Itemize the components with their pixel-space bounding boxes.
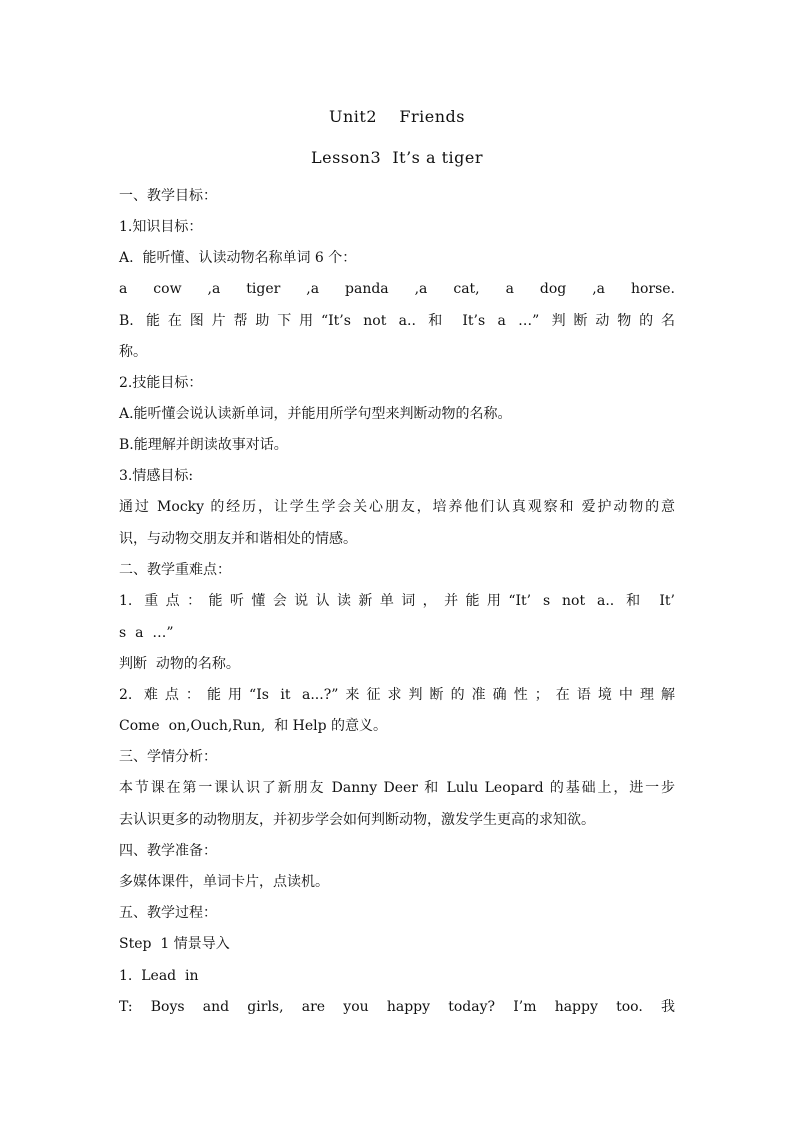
section-heading: 三、学情分析： [119,749,217,765]
text-line: s a …” [119,625,174,641]
text-line: Step 1 情景导入 [119,936,230,952]
text-line: 1. Lead in [119,968,199,984]
text-line: 多媒体课件，单词卡片，点读机。 [119,874,329,890]
text-line: 2. 难点：能用“Is it a...?”来征求判断的准确性；在语境中理解 [119,687,675,703]
text-line: T: Boys and girls, are you happy today? I’m happy too. 我 [119,999,675,1015]
section-heading: 二、教学重难点： [119,562,231,578]
sub-heading: 1.知识目标： [119,219,203,235]
text-line: A.能听懂会说认读新单词，并能用所学句型来判断动物的名称。 [119,406,512,422]
sub-heading: 3.情感目标: [119,468,194,484]
text-line: 去认识更多的动物朋友，并初步学会如何判断动物，激发学生更高的求知欲。 [119,812,595,828]
text-line: a cow ,a tiger ,a panda ,a cat, a dog ,a horse. [119,281,675,297]
doc-subtitle: Lesson3 It’s a tiger [311,148,483,167]
sub-heading: 2.技能目标： [119,375,203,391]
text-line: 1. 重点：能听懂会说认读新单词，并能用“It’ s not a.. 和 It’ [119,593,675,609]
doc-title: Unit2 Friends [329,107,465,126]
text-line: B. 能在图片帮助下用“It’s not a.. 和 It’s a …” 判断动物的名 [119,313,675,329]
section-heading: 一、教学目标： [119,188,217,204]
text-line: B.能理解并朗读故事对话。 [119,437,288,453]
text-line: 通过 Mocky 的经历，让学生学会关心朋友，培养他们认真观察和 爱护动物的意 [119,499,675,515]
text-line: 判断 动物的名称。 [119,656,240,672]
section-heading: 四、教学准备： [119,843,217,859]
text-line: 本节课在第一课认识了新朋友 Danny Deer 和 Lulu Leopard 的基础上，进一步 [119,780,675,796]
section-heading: 五、教学过程： [119,905,217,921]
text-line: 称。 [119,344,147,360]
text-line: Come on,Ouch,Run, 和 Help 的意义。 [119,718,388,734]
text-line: 识，与动物交朋友并和谐相处的情感。 [119,531,357,547]
text-line: A. 能听懂、认读动物名称单词 6 个： [119,250,357,266]
